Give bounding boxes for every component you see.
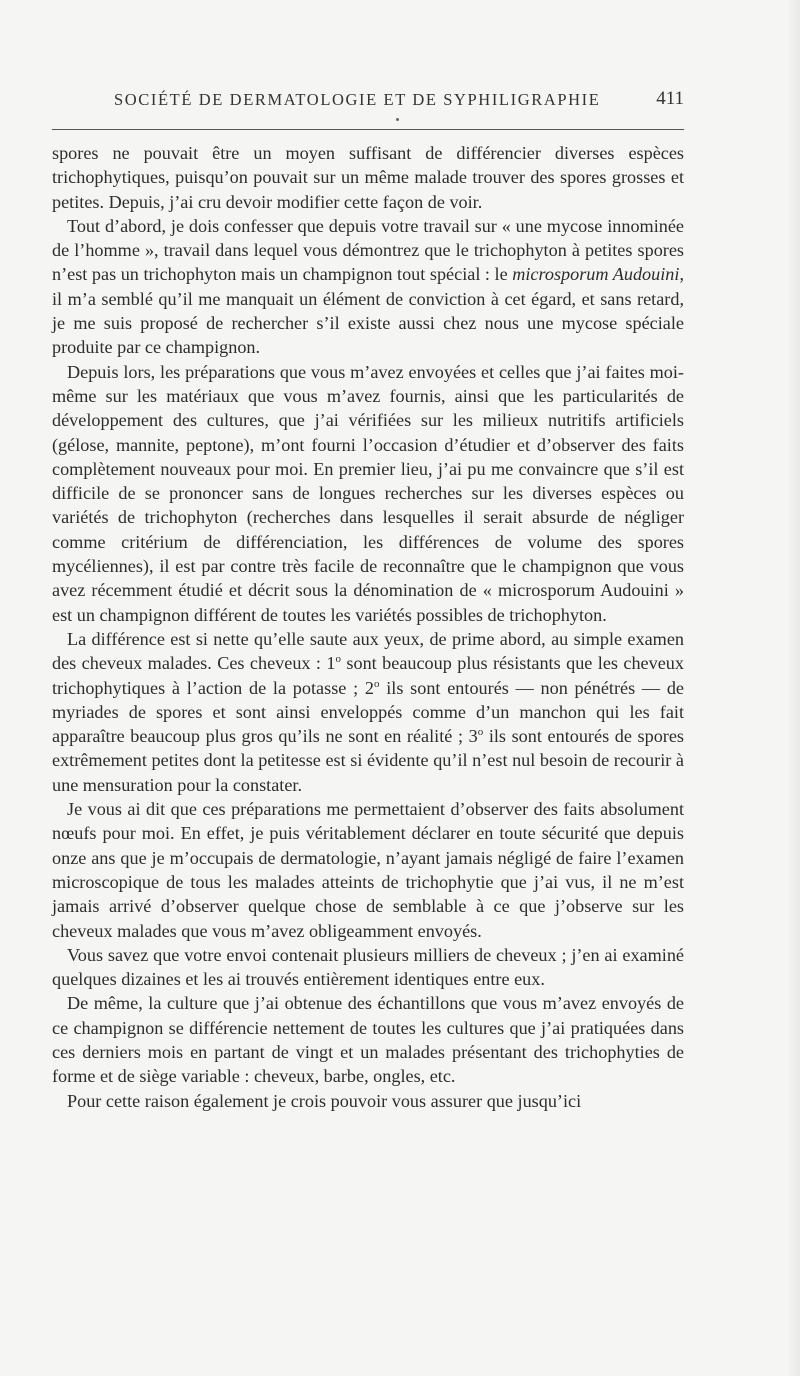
text-run: Je vous ai dit que ces préparations me permettaient d’observer des faits absolument nœufs pour moi. En effet, je puis véritablement déclarer en toute sécurité que depuis onze ans que je m’occupais de dermatologie, n’ayant jamais négligé de faire l’examen microscopique de tous les malades atteints de trichophytie que j’ai vus, il ne m’est jamais arrivé d’observer quelque chose de semblable à ce que j’observe sur les cheveux malades que vous m’avez obligeamment envoyés. (52, 799, 684, 941)
ordinal-superscript: o (477, 726, 484, 739)
ordinal-superscript: o (373, 677, 380, 690)
header-dot (396, 118, 399, 121)
paragraph (52, 627, 684, 797)
running-head-title: SOCIÉTÉ DE DERMATOLOGIE ET DE SYPHILIGRAPHIE (114, 90, 601, 109)
body-text (52, 141, 684, 1113)
text-run: spores ne pouvait être un moyen suffisant de différencier diverses espèces trichophytiques, puisqu’on pouvait sur un même malade trouver des spores grosses et petites. Depuis, j’ai cru devoir modifier cette façon de voir. (52, 143, 684, 212)
paragraph (52, 141, 684, 214)
text-run: Tout d’abord, je dois confesser que depuis votre travail sur « une mycose innominée de l’homme », travail dans lequel vous démontrez que le trichophyton à petites spores n’est pas un trichophyton mais un champignon tout spécial : le (52, 215, 684, 285)
paragraph (52, 797, 684, 943)
ordinal-superscript: o (335, 653, 341, 666)
paragraph (52, 360, 684, 627)
paragraph (52, 1089, 684, 1113)
paragraph (52, 991, 684, 1088)
text-run: Vous savez que votre envoi contenait plusieurs milliers de cheveux ; j’en ai examiné quelques dizaines et les ai trouvés entièrement identiques entre eux. (52, 944, 684, 990)
paragraph (52, 943, 684, 992)
text-run: sont beaucoup plus résistants que les cheveux trichophytiques à l’action de la potasse ; 2 (52, 653, 684, 698)
italic-term: microsporum Audouini (512, 264, 680, 285)
text-run: ils sont entourés de spores extrêmement petites dont la petitesse est si évidente qu’il n’est nul besoin de recourir à une mensuration pour la constater. (52, 726, 684, 795)
text-run: ils sont entourés — non pénétrés — de myriades de spores et sont ainsi enveloppés comme d’un manchon qui les fait apparaître beaucoup plus gros qu’ils ne sont en réalité ; 3 (52, 677, 684, 747)
page-number: 411 (656, 88, 684, 109)
text-run: Depuis lors, les préparations que vous m’avez envoyées et celles que j’ai faites moi-même sur les matériaux que vous m’avez fournis, ainsi que les particularités de développement des cultures, que j’ai vérifiées sur les milieux nutritifs artificiels (gélose, mannite, peptone), m’ont fourni l’occasion d’étudier et d’observer des faits complètement nouveaux pour moi. En premier lieu, j’ai pu me convaincre que s’il est difficile de se prononcer sans de longues recherches sur les diverses espèces ou variétés de trichophyton (recherches dans lesquelles il serait absurde de négliger comme critérium de différenciation, les différences de volume des spores mycéliennes), il est par contre très facile de reconnaître que le champignon que vous avez récemment étudié et décrit sous la dénomination de « microsporum Audouini » est un champignon différent de toutes les variétés possibles de trichophyton. (52, 361, 684, 625)
text-run: Pour cette raison également je crois pouvoir vous assurer que jusqu’ici (67, 1090, 582, 1111)
text-run: , il m’a semblé qu’il me manquait un élément de conviction à cet égard, et sans retard, je me suis proposé de rechercher s’il existe aussi chez nous une mycose spéciale produite par ce champignon. (52, 264, 684, 358)
text-run: De même, la culture que j’ai obtenue des échantillons que vous m’avez envoyés de ce champignon se différencie nettement de toutes les cultures que j’ai pratiquées dans ces derniers mois en partant de vingt et un malades présentant des trichophyties de forme et de siège variable : cheveux, barbe, ongles, etc. (52, 993, 684, 1087)
text-run: La différence est si nette qu’elle saute aux yeux, de prime abord, au simple examen des cheveux malades. Ces cheveux : 1 (52, 628, 684, 674)
page-edge-shadow (786, 0, 800, 1376)
running-head (52, 90, 684, 120)
paragraph (52, 214, 684, 360)
header-rule (52, 129, 684, 130)
